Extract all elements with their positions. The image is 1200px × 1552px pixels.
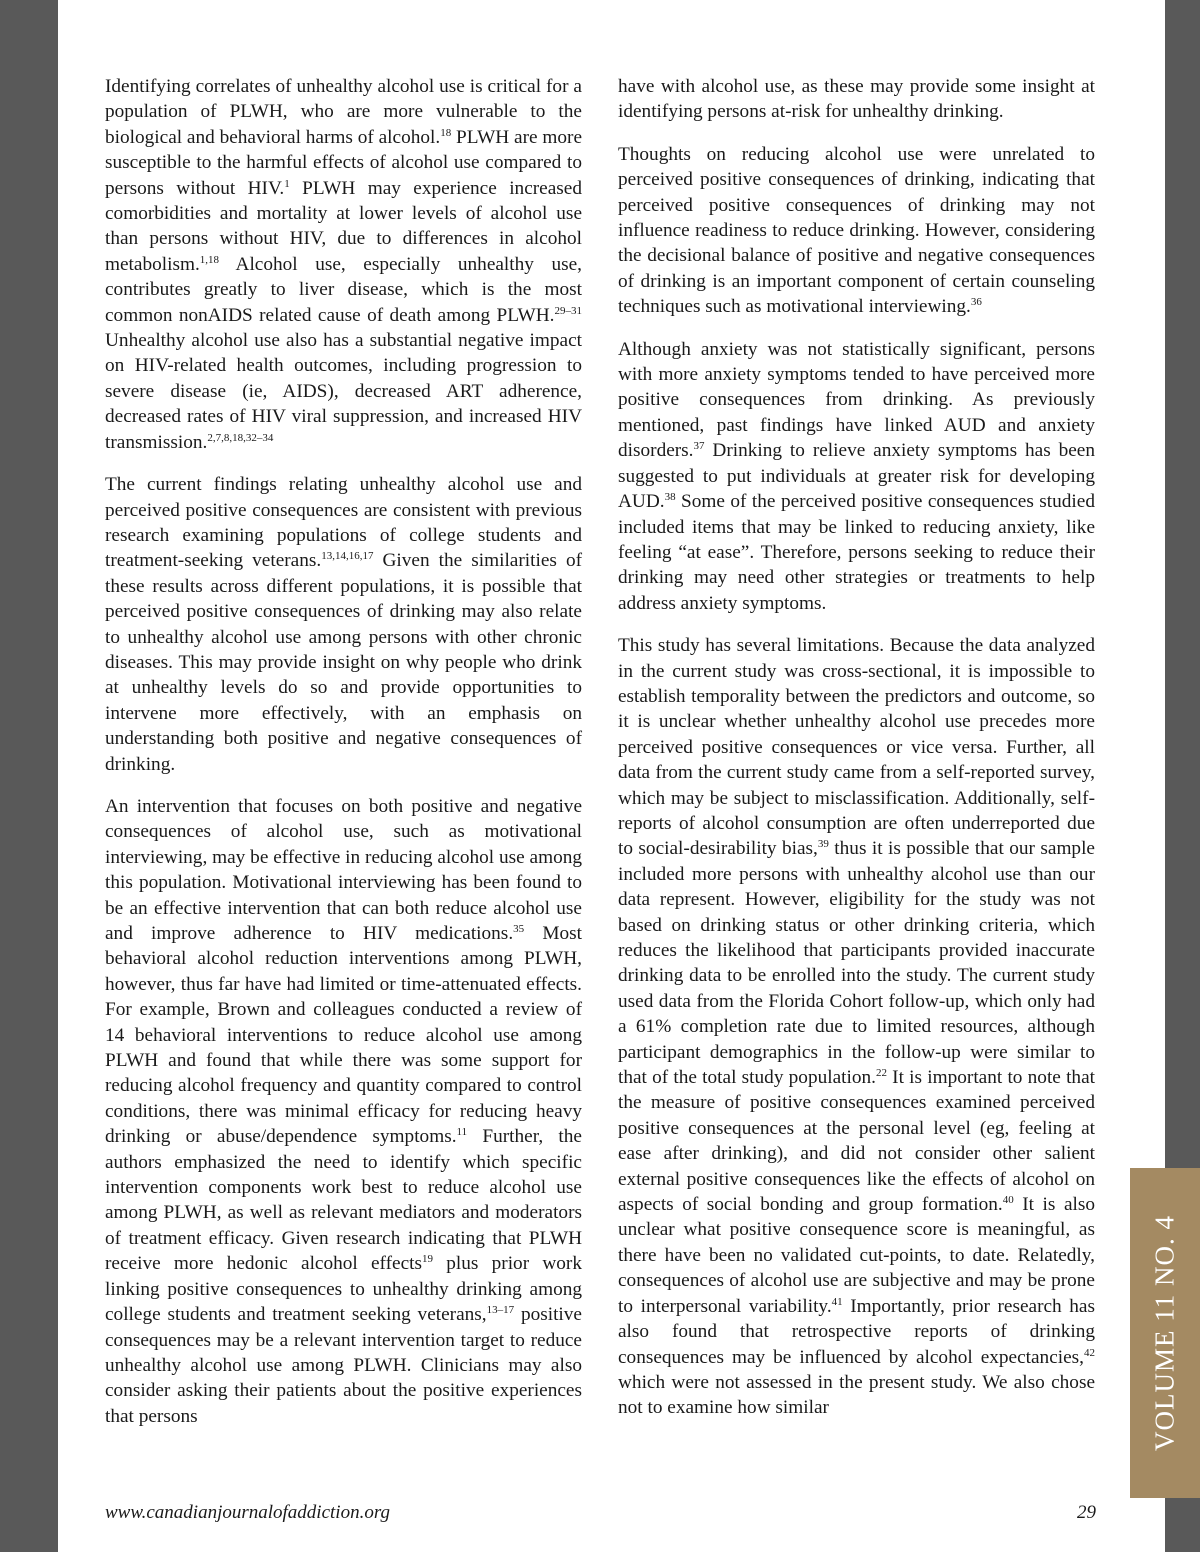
volume-label: VOLUME 11 NO. 4 (1149, 1215, 1180, 1451)
paragraph-limitations: This study has several limitations. Because the data analyzed in the current study was cross-sectional, it is impossible to establish temporality between the predictors and outcome, so it is unclear whether unhealthy alcohol use precedes more perceived positive consequences or vice versa. Further, all data from the current study came from a self-reported survey, which may be subject to misclassification. Additionally, self-reports of alcohol consumption are often underreported due to social-desirability bias,$^{39}$ thus it is possible that our sample included more persons with unhealthy alcohol use than our data represent. However, eligibility for the study was not based on drinking status or other drinking criteria, which reduces the likelihood that participants provided inaccurate drinking data to be enrolled into the study. The current study used data from the Florida Cohort follow-up, which only had a 61% completion rate due to limited resources, although participant demographics in the follow-up were similar to that of the total study population.$^{22}$ It is important to note that the measure of positive consequences examined perceived positive consequences at the personal level (eg, feeling at ease after drinking), and did not consider other salient external positive consequences like the effects of alcohol on aspects of social bonding and group formation.$^{40}$ It is also unclear what positive consequence score is meaningful, as there have been no validated cut-points, to date. Relatedly, consequences of alcohol use are subjective and may be prone to interpersonal variability.$^{41}$ Importantly, prior research has also found that retrospective reports of drinking consequences may be influenced by alcohol expectancies,$^{42}$ which were not assessed in the present study. We also chose not to examine how similar (618, 635, 1095, 1419)
citation: 38 (664, 491, 676, 504)
paragraph-anxiety: Although anxiety was not statistically significant, persons with more anxiety symptoms tended to have perceived more positive consequences from drinking. As previously mentioned, past findings have linked AUD and anxiety disorders.$^{37}$ Drinking to relieve anxiety symptoms has been suggested to put individuals at greater risk for developing AUD.$^{38}$ Some of the perceived positive consequences studied included items that may be linked to reducing anxiety, like feeling “at ease”. Therefore, persons seeking to reduce their drinking may need other strategies or treatments to help address anxiety symptoms. (618, 338, 1095, 614)
citation: 39 (817, 838, 829, 851)
citation: 37 (693, 440, 705, 453)
citation: 1 (284, 177, 290, 190)
citation: 13–17 (486, 1304, 515, 1317)
citation: 36 (970, 296, 982, 309)
paragraph-thoughts-reducing: Thoughts on reducing alcohol use were unrelated to perceived positive consequences of drinking, indicating that perceived positive consequences of drinking may not influence readiness to reduce drinking. However, considering the decisional balance of positive and negative consequences of drinking is an important component of certain counseling techniques such as motivational interviewing.$^{36}$ (618, 143, 1095, 318)
citation: 41 (831, 1295, 843, 1308)
citation: 22 (875, 1067, 887, 1080)
citation: 18 (440, 126, 452, 139)
citation: 19 (422, 1253, 434, 1266)
left-column (105, 74, 582, 1429)
paragraph-intervention: An intervention that focuses on both positive and negative consequences of alcohol use, such as motivational interviewing, may be effective in reducing alcohol use among this population. Motivational interviewing has been found to be an effective intervention that can both reduce alcohol use and improve adherence to HIV medications.$^{35}$ Most behavioral alcohol reduction interventions among PLWH, however, thus far have had limited or time-attenuated effects. For example, Brown and colleagues conducted a review of 14 behavioral interventions to reduce alcohol use among PLWH and found that while there was some support for reducing alcohol frequency and quantity compared to control conditions, there was minimal efficacy for reducing heavy drinking or abuse/dependence symptoms.$^{11}$ Further, the authors emphasized the need to identify which specific intervention components work best to reduce alcohol use among PLWH, as well as relevant mediators and moderators of treatment efficacy. Given research indicating that PLWH receive more hedonic alcohol effects$^{19}$ plus prior work linking positive consequences to unhealthy drinking among college students and treatment seeking veterans,$^{13-17}$ positive consequences may be a relevant intervention target to reduce unhealthy alcohol use among PLWH. Clinicians may also consider asking their patients about the positive experiences that persons (105, 795, 582, 1427)
citation: 40 (1002, 1194, 1014, 1207)
citation: 29–31 (554, 304, 582, 317)
journal-url[interactable]: www.canadianjournalofaddiction.org (105, 1502, 391, 1523)
citation: 35 (513, 923, 525, 935)
citation: 11 (456, 1126, 468, 1139)
citation: 1,18 (199, 253, 220, 266)
citation: 2,7,8,18,32–34 (207, 431, 274, 444)
volume-tab (1130, 1168, 1200, 1498)
paragraph-alcohol-correlates: Identifying correlates of unhealthy alcohol use is critical for a population of PLWH, who are more vulnerable to the biological and behavioral harms of alcohol.$^{18}$ PLWH are more susceptible to the harmful effects of alcohol use compared to persons without HIV.$^1$ PLWH may experience increased comorbidities and mortality at lower levels of alcohol use than persons without HIV, due to differences in alcohol metabolism.$^{1,18}$ Alcohol use, especially unhealthy use, contributes greatly to liver disease, which is the most common nonAIDS related cause of death among PLWH.$^{29-31}$ Unhealthy alcohol use also has a substantial negative impact on HIV-related health outcomes, including progression to severe disease (ie, AIDS), decreased ART adherence, decreased rates of HIV viral suppression, and increased HIV transmission.$^{2,7,8,18,32-34}$ (105, 76, 583, 453)
paragraph-current-findings: The current findings relating unhealthy alcohol use and perceived positive consequences are consistent with previous research examining populations of college students and treatment-seeking veterans.$^{13,14,16,17}$ Given the similarities of these results across different populations, it is possible that perceived positive consequences of drinking may also relate to unhealthy alcohol use among persons with other chronic diseases. This may provide insight on why people who drink at unhealthy levels do so and provide opportunities to intervene more effectively, with an emphasis on understanding both positive and negative consequences of drinking. (105, 474, 583, 775)
paragraph-continuation: have with alcohol use, as these may provide some insight at identifying persons at-risk for unhealthy drinking. (618, 76, 1095, 123)
citation: 42 (1084, 1346, 1095, 1359)
page-number: 29 (1077, 1502, 1096, 1523)
right-column (618, 74, 1095, 1421)
citation: 13,14,16,17 (321, 550, 374, 563)
